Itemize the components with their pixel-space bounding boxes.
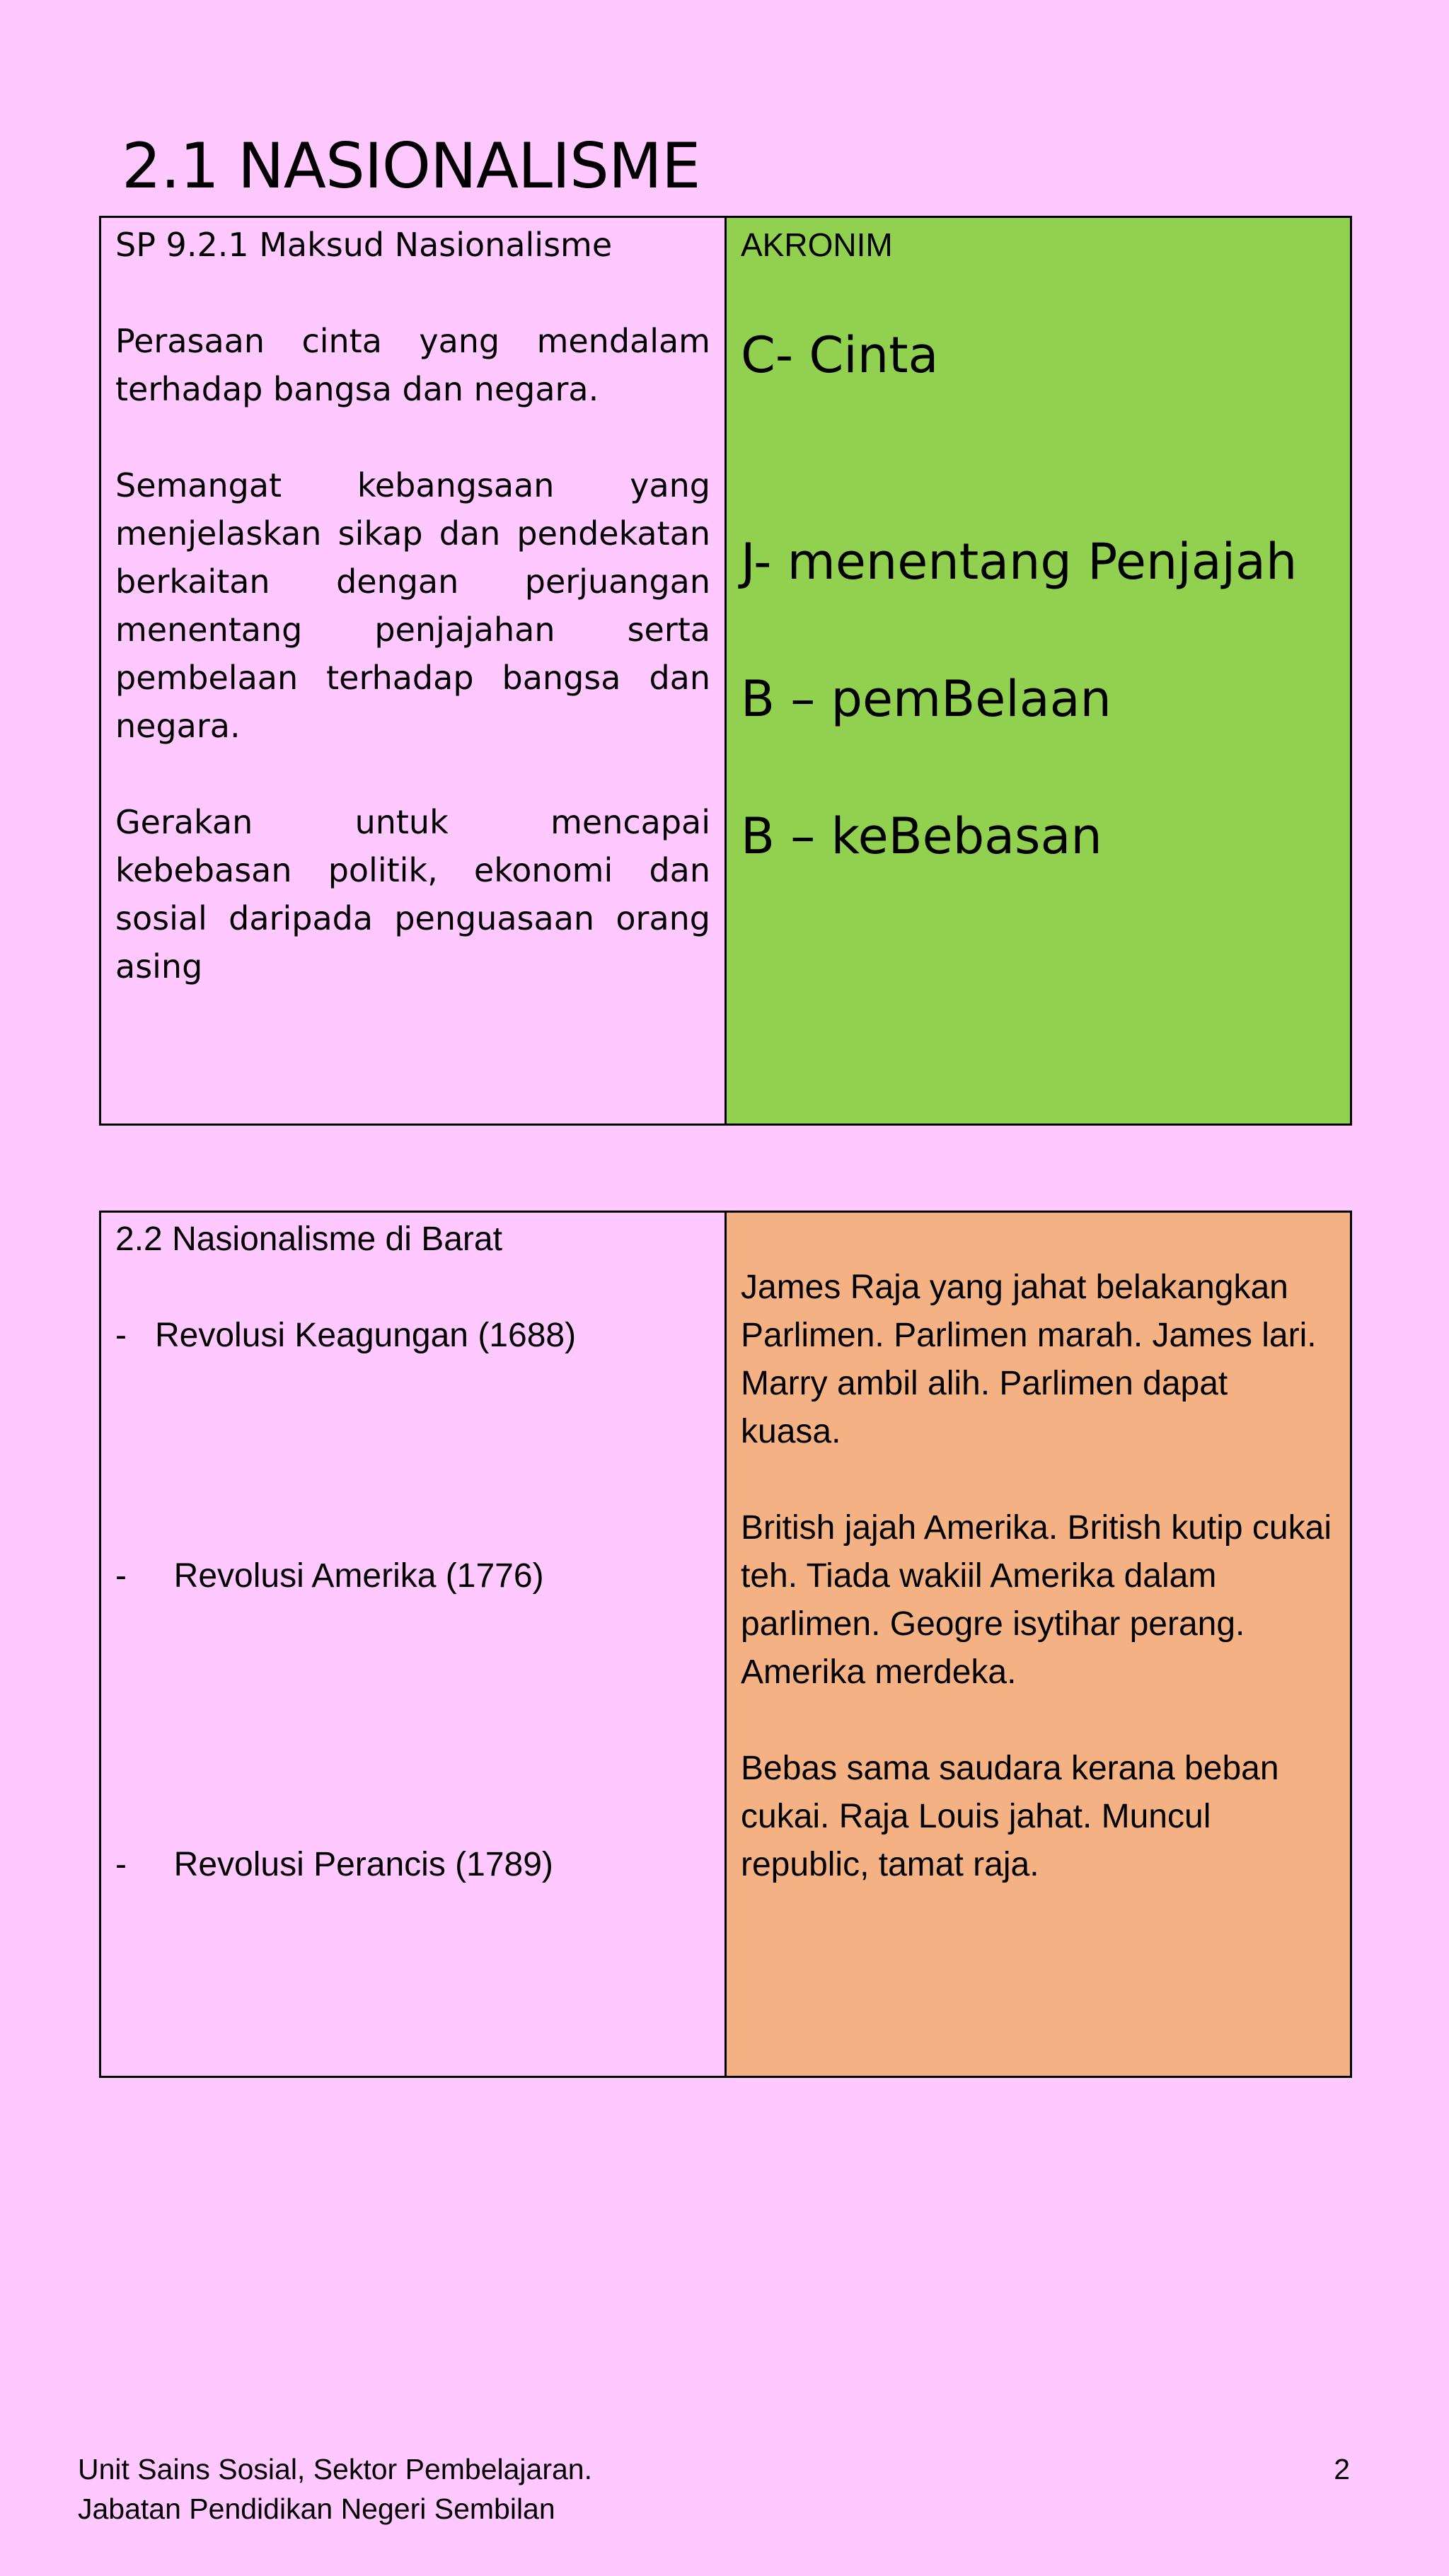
nasionalisme-definition-table xyxy=(99,216,1352,1126)
page-title: 2.1 NASIONALISME xyxy=(122,129,700,202)
page-number: 2 xyxy=(1334,2453,1350,2485)
revolution-item: - Revolusi Keagungan (1688) xyxy=(115,1317,577,1354)
definition-cell xyxy=(100,217,726,1125)
definition-paragraph: Semangat kebangsaan yang menjelaskan sikap dan pendekatan berkaitan dengan perjuangan menentang penjajahan serta pembelaan terhadap bangsa dan negara. xyxy=(115,466,710,745)
revolution-item: - Revolusi Amerika (1776) xyxy=(115,1557,544,1595)
acronym-item: B – pemBelaan xyxy=(741,670,1112,728)
akronim-cell xyxy=(726,217,1351,1125)
acronym-item: B – keBebasan xyxy=(741,807,1102,865)
revolution-summary-cell xyxy=(726,1212,1351,2077)
footer-credit xyxy=(78,2449,592,2529)
revolution-summary: British jajah Amerika. British kutip cukai teh. Tiada wakiil Amerika dalam parlimen. Geogre isytihar perang. Amerika merdeka. xyxy=(741,1509,1332,1691)
revolution-list-cell xyxy=(100,1212,726,2077)
section-heading: 2.2 Nasionalisme di Barat xyxy=(115,1220,502,1258)
revolution-summary: James Raja yang jahat belakangkan Parlimen. Parlimen marah. James lari. Marry ambil alih. Parlimen dapat kuasa. xyxy=(741,1269,1317,1450)
definition-paragraph: Gerakan untuk mencapai kebebasan politik, ekonomi dan sosial daripada penguasaan orang asing xyxy=(115,803,710,986)
acronym-item: J- menentang Penjajah xyxy=(741,533,1298,591)
revolution-item: - Revolusi Perancis (1789) xyxy=(115,1846,553,1883)
footer-line-2: Jabatan Pendidikan Negeri Sembilan xyxy=(78,2493,555,2525)
akronim-heading: AKRONIM xyxy=(741,226,893,263)
sp-heading: SP 9.2.1 Maksud Nasionalisme xyxy=(115,226,613,264)
footer-line-1: Unit Sains Sosial, Sektor Pembelajaran. xyxy=(78,2453,592,2485)
nasionalisme-barat-table xyxy=(99,1211,1352,2078)
definition-paragraph: Perasaan cinta yang mendalam terhadap bangsa dan negara. xyxy=(115,322,710,408)
acronym-item: C- Cinta xyxy=(741,326,939,384)
revolution-summary: Bebas sama saudara kerana beban cukai. Raja Louis jahat. Muncul republic, tamat raja. xyxy=(741,1750,1279,1883)
